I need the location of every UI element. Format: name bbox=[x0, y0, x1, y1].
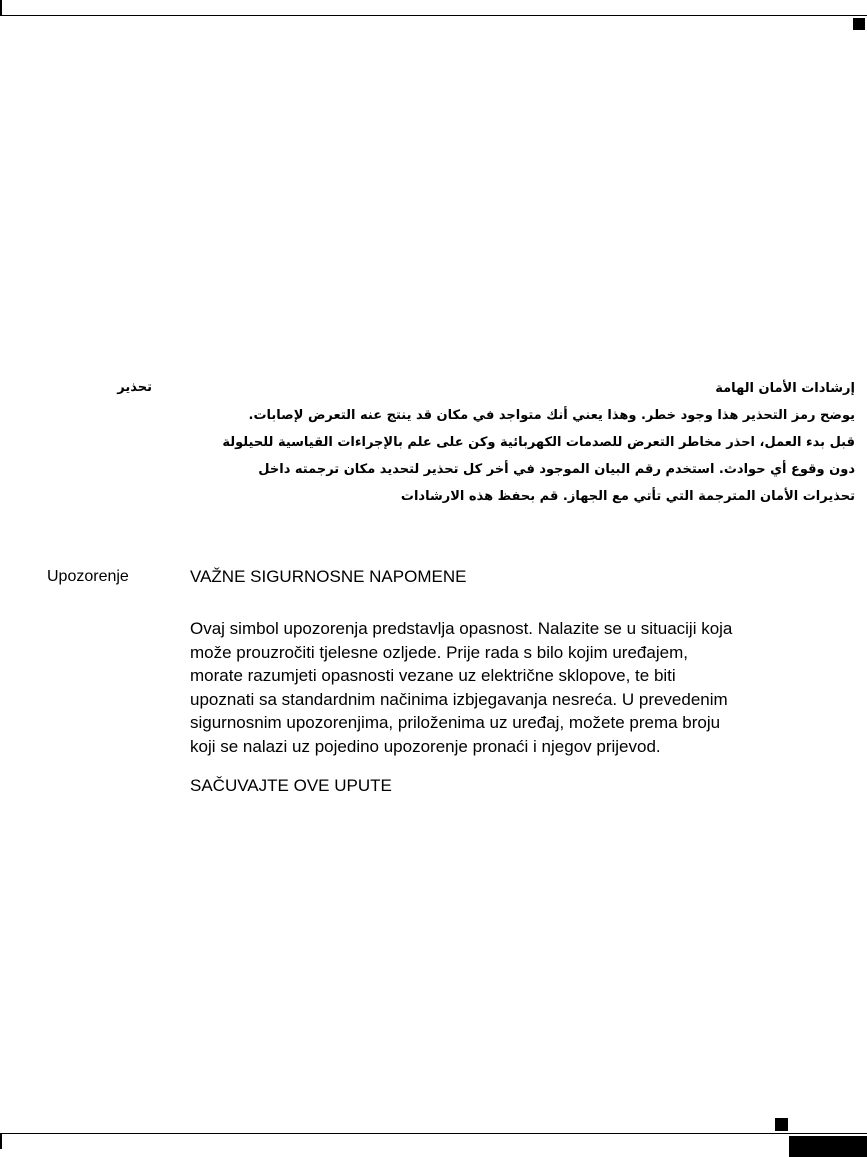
footer-rule bbox=[0, 1133, 867, 1134]
arabic-line: دون وقوع أي حوادث. استخدم رقم البيان الموجود في أخر كل تحذير لتحديد مكان ترجمته داخل bbox=[258, 462, 855, 477]
arabic-warning-label: تحذير bbox=[117, 380, 152, 395]
arabic-line: قبل بدء العمل، احذر مخاطر التعرض للصدمات الكهربائية وكن على علم بالإجراءات القياسية للحيلولة bbox=[222, 435, 855, 450]
header-left-tick bbox=[0, 0, 2, 16]
arabic-line: يوضح رمز التحذير هذا وجود خطر. وهذا يعني أنك متواجد في مكان قد ينتج عنه التعرض لإصابات. bbox=[248, 408, 855, 423]
croatian-paragraph bbox=[190, 617, 860, 758]
croatian-warning-text bbox=[190, 566, 860, 758]
footer-square-marker bbox=[775, 1118, 788, 1131]
header-corner-marker bbox=[853, 18, 865, 30]
header-rule bbox=[0, 15, 867, 16]
croatian-warning-label: Upozorenje bbox=[47, 568, 129, 585]
arabic-warning-text bbox=[185, 375, 855, 510]
arabic-heading: إرشادات الأمان الهامة bbox=[715, 381, 855, 396]
footer-left-tick bbox=[0, 1133, 2, 1149]
croatian-line: morate razumjeti opasnosti vezane uz električne sklopove, te biti bbox=[190, 666, 676, 685]
footer-page-tab bbox=[789, 1136, 867, 1157]
croatian-line: Ovaj simbol upozorenja predstavlja opasnost. Nalazite se u situaciji koja bbox=[190, 619, 733, 638]
croatian-line: koji se nalazi uz pojedino upozorenje pronaći i njegov prijevod. bbox=[190, 736, 661, 756]
croatian-save-instructions: SAČUVAJTE OVE UPUTE bbox=[190, 776, 392, 795]
croatian-line: upoznati sa standardnim načinima izbjegavanja nesreća. U prevedenim bbox=[190, 689, 728, 709]
croatian-line: sigurnosnim upozorenjima, priloženima uz uređaj, možete prema broju bbox=[190, 713, 721, 732]
croatian-line: može prouzročiti tjelesne ozljede. Prije rada s bilo kojim uređajem, bbox=[190, 642, 688, 662]
croatian-heading: VAŽNE SIGURNOSNE NAPOMENE bbox=[190, 567, 467, 586]
arabic-line: تحذيرات الأمان المترجمة التي تأتي مع الجهاز. قم بحفظ هذه الارشادات bbox=[400, 489, 855, 504]
